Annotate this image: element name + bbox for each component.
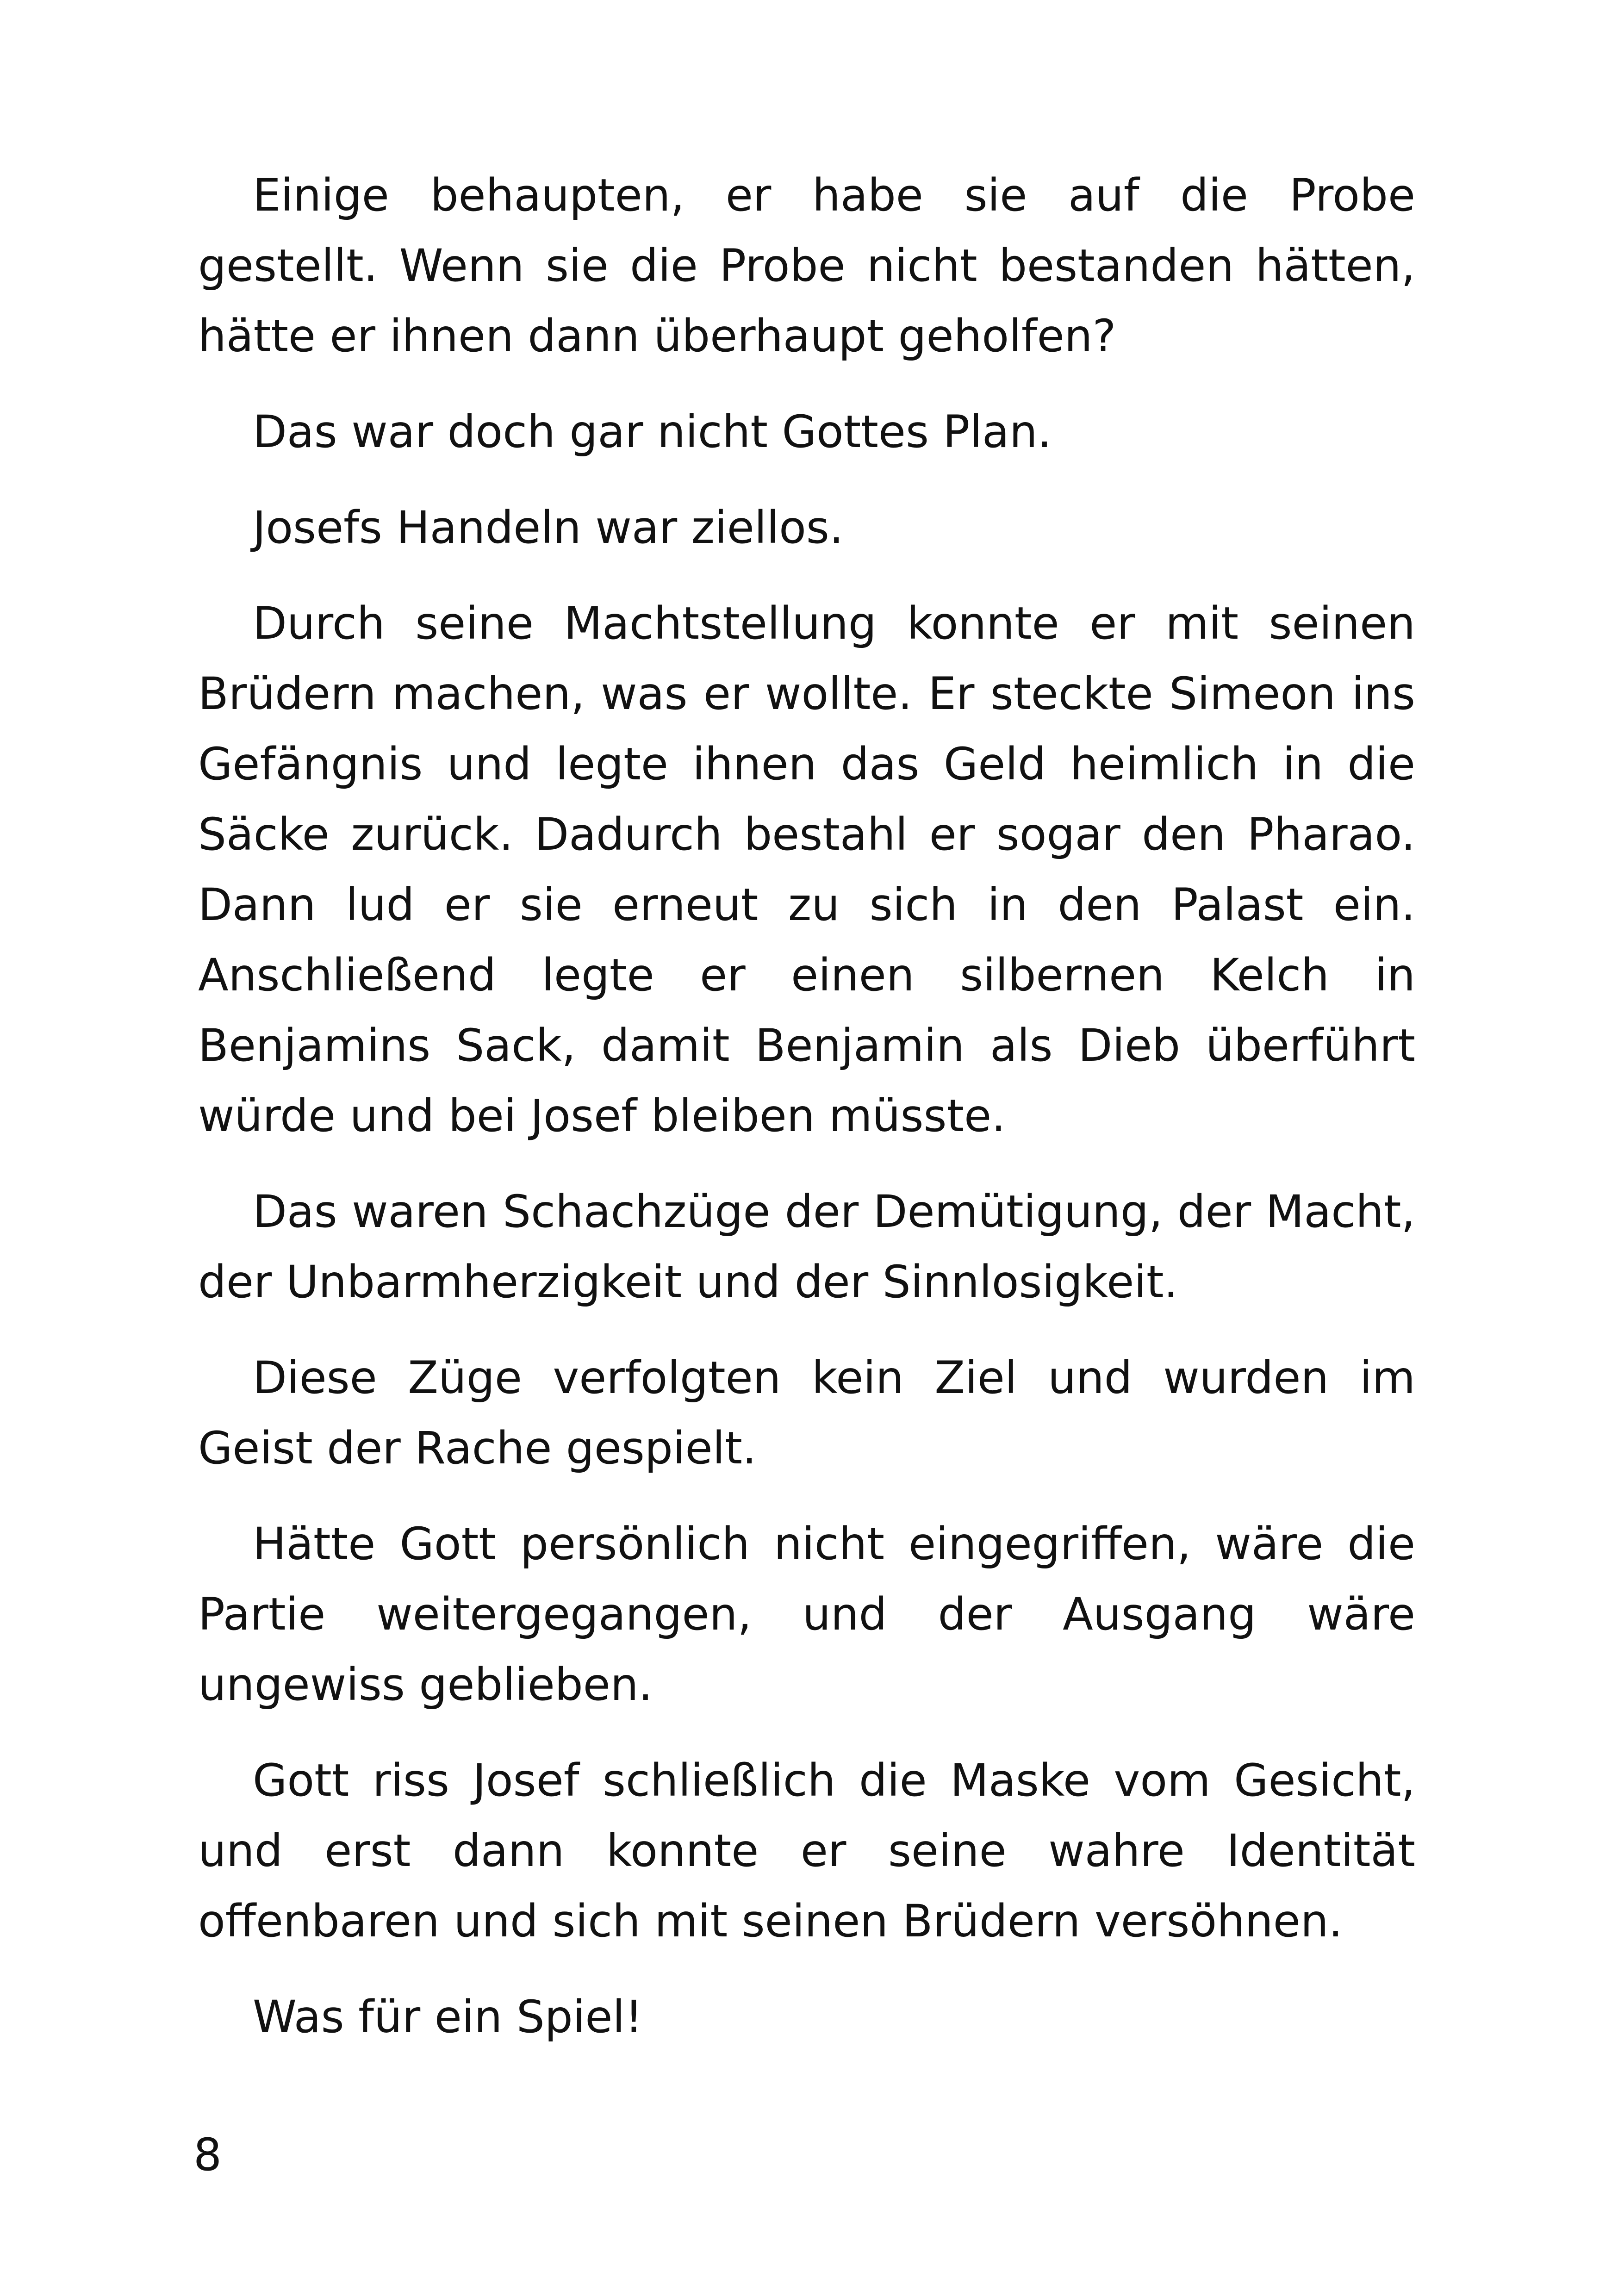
paragraph: Diese Züge verfolgten kein Ziel und wurden im Geist der Rache gespielt.	[198, 1352, 1415, 1474]
paragraph: Durch seine Machtstellung konnte er mit seinen Brüdern machen, was er wollte. Er steckte Simeon ins Gefängnis und legte ihnen das Geld heimlich in die Säcke zurück. Dadurch bestahl er sogar den Pharao. Dann lud er sie erneut zu sich in den Palast ein. Anschließend legte er einen silbernen Kelch in Benjamins Sack, damit Benjamin als Dieb überführt würde und bei Josef bleiben müsste.	[198, 597, 1415, 1142]
paragraph: Was für ein Spiel!	[253, 1991, 643, 2043]
body-text	[198, 160, 1415, 2078]
page-number: 8	[193, 2129, 222, 2181]
paragraph: Einige behaupten, er habe sie auf die Probe gestellt. Wenn sie die Probe nicht bestanden hätten, hätte er ihnen dann überhaupt geholfen?	[198, 169, 1415, 362]
paragraph: Das war doch gar nicht Gottes Plan.	[253, 406, 1052, 458]
paragraph: Gott riss Josef schließlich die Maske vom Gesicht, und erst dann konnte er seine wahre Identität offenbaren und sich mit seinen Brüdern versöhnen.	[198, 1755, 1415, 1947]
paragraph: Hätte Gott persönlich nicht eingegriffen, wäre die Partie weitergegangen, und der Ausgang wäre ungewiss geblieben.	[198, 1518, 1415, 1711]
paragraph: Das waren Schachzüge der Demütigung, der Macht, der Unbarmherzigkeit und der Sinnlosigkeit.	[198, 1186, 1415, 1308]
paragraph: Josefs Handeln war ziellos.	[253, 502, 844, 554]
